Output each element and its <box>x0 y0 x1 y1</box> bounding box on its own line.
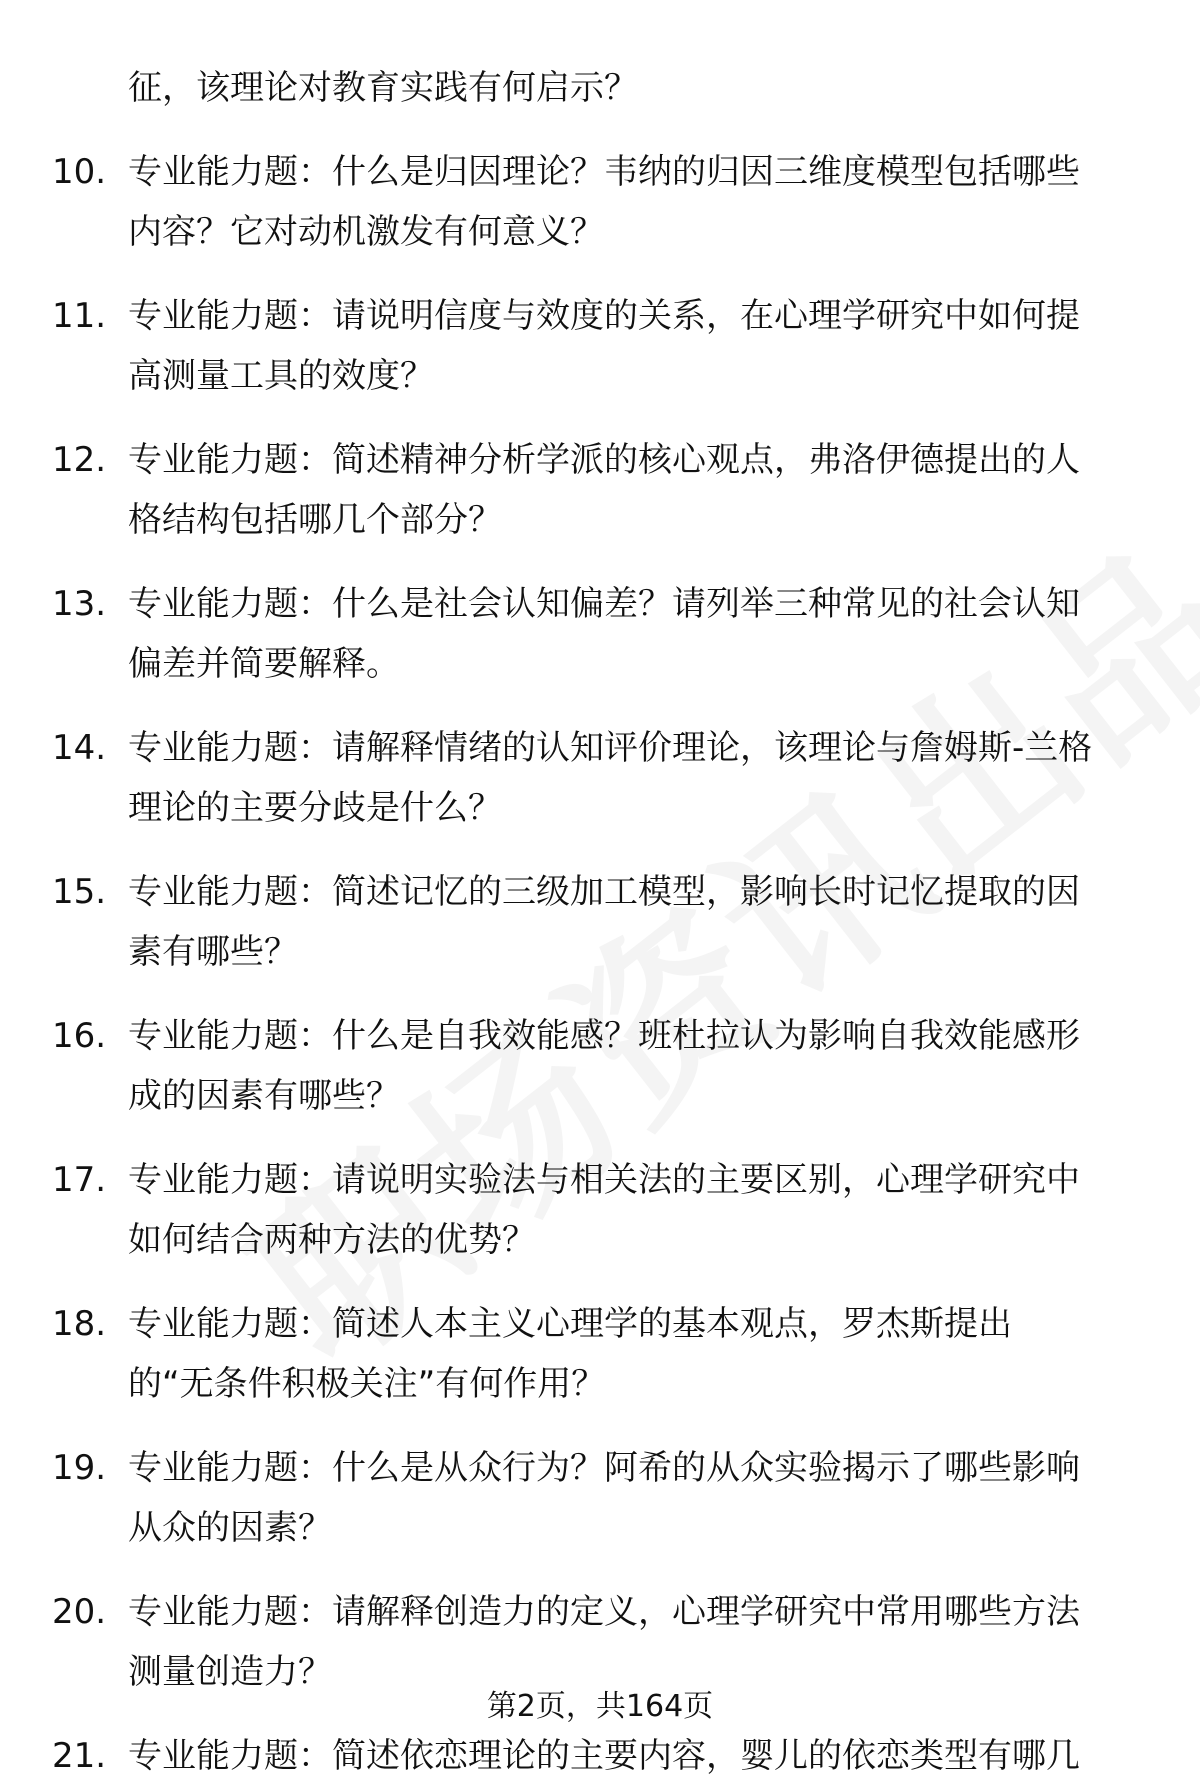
question-item <box>0 862 1200 984</box>
question-line: 素有哪些？ <box>128 932 298 972</box>
question-line: 理论的主要分歧是什么？ <box>128 788 502 828</box>
question-item <box>0 1006 1200 1128</box>
question-line: 内容？它对动机激发有何意义？ <box>128 212 604 252</box>
question-line: 专业能力题：请解释创造力的定义，心理学研究中常用哪些方法 <box>128 1592 1080 1632</box>
question-list <box>0 142 1200 1786</box>
question-text <box>128 1438 1158 1558</box>
question-item <box>0 1438 1200 1560</box>
question-line: 专业能力题：什么是从众行为？阿希的从众实验揭示了哪些影响 <box>128 1448 1080 1488</box>
question-text <box>128 574 1158 694</box>
question-line: 如何结合两种方法的优势？ <box>128 1220 536 1260</box>
question-number: 12. <box>52 440 107 480</box>
question-text <box>128 862 1158 982</box>
question-number: 19. <box>52 1448 107 1488</box>
question-number: 20. <box>52 1592 107 1632</box>
question-number: 21. <box>52 1736 107 1776</box>
question-item <box>0 430 1200 552</box>
question-line: 高测量工具的效度？ <box>128 356 434 396</box>
question-number: 10. <box>52 152 107 192</box>
question-line: 专业能力题：请解释情绪的认知评价理论，该理论与詹姆斯-兰格 <box>128 728 1093 768</box>
question-line: 测量创造力？ <box>128 1652 332 1692</box>
question-number: 17. <box>52 1160 107 1200</box>
question-line: 专业能力题：什么是归因理论？韦纳的归因三维度模型包括哪些 <box>128 152 1080 192</box>
continued-question-line: 征，该理论对教育实践有何启示？ <box>128 68 638 108</box>
question-line: 专业能力题：简述人本主义心理学的基本观点，罗杰斯提出 <box>128 1304 1012 1344</box>
question-text <box>128 718 1158 838</box>
question-item <box>0 142 1200 264</box>
question-line: 专业能力题：简述依恋理论的主要内容，婴儿的依恋类型有哪几 <box>128 1736 1080 1776</box>
question-text <box>128 1150 1158 1270</box>
page-footer: 第2页，共164页 <box>486 1689 714 1724</box>
question-text <box>128 286 1158 406</box>
question-line: 从众的因素？ <box>128 1508 332 1548</box>
question-item <box>0 1150 1200 1272</box>
question-text <box>128 1006 1158 1126</box>
question-line: 专业能力题：什么是自我效能感？班杜拉认为影响自我效能感形 <box>128 1016 1080 1056</box>
question-line: 专业能力题：简述精神分析学派的核心观点，弗洛伊德提出的人 <box>128 440 1080 480</box>
question-line: 专业能力题：什么是社会认知偏差？请列举三种常见的社会认知 <box>128 584 1080 624</box>
question-line: 成的因素有哪些？ <box>128 1076 400 1116</box>
question-line: 专业能力题：请说明信度与效度的关系，在心理学研究中如何提 <box>128 296 1080 336</box>
question-number: 14. <box>52 728 107 768</box>
question-number: 16. <box>52 1016 107 1056</box>
question-number: 13. <box>52 584 107 624</box>
question-text <box>128 142 1158 262</box>
question-line: 专业能力题：请说明实验法与相关法的主要区别，心理学研究中 <box>128 1160 1080 1200</box>
question-item <box>0 286 1200 408</box>
question-item <box>0 1294 1200 1416</box>
question-text <box>128 1726 1158 1786</box>
question-item <box>0 718 1200 840</box>
question-item <box>0 574 1200 696</box>
question-item <box>0 1726 1200 1786</box>
question-line: 的“无条件积极关注”有何作用？ <box>128 1364 606 1404</box>
question-line: 偏差并简要解释。 <box>128 644 400 684</box>
question-number: 18. <box>52 1304 107 1344</box>
question-text <box>128 430 1158 550</box>
question-text <box>128 1294 1158 1414</box>
question-line: 格结构包括哪几个部分？ <box>128 500 502 540</box>
question-number: 11. <box>52 296 107 336</box>
question-line: 专业能力题：简述记忆的三级加工模型，影响长时记忆提取的因 <box>128 872 1080 912</box>
question-number: 15. <box>52 872 107 912</box>
